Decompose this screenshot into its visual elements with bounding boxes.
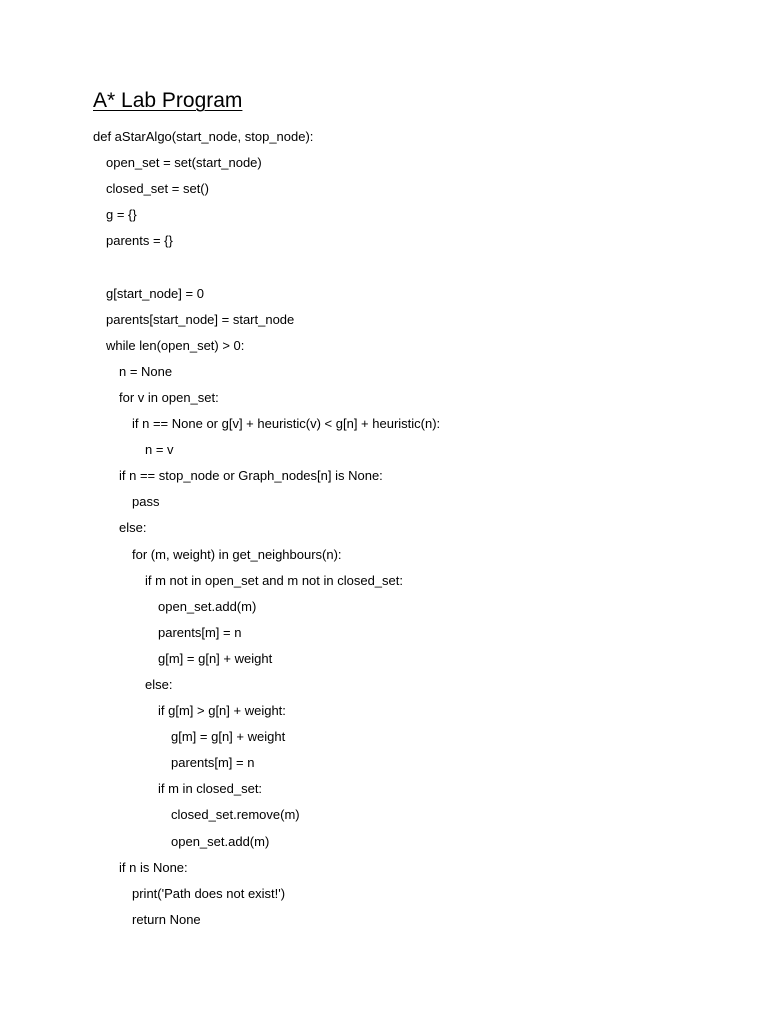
code-line: closed_set = set() (106, 181, 209, 197)
code-line: g[m] = g[n] + weight (171, 729, 286, 745)
code-line: if m not in open_set and m not in closed_set: (145, 572, 403, 588)
code-line: n = v (145, 442, 174, 458)
code-line: n = None (119, 363, 173, 379)
code-line: parents[m] = n (158, 624, 242, 640)
code-line: else: (119, 520, 147, 536)
code-line: open_set.add(m) (158, 598, 257, 614)
code-line: open_set = set(start_node) (106, 155, 262, 171)
code-line: open_set.add(m) (171, 833, 270, 849)
code-line: for v in open_set: (119, 389, 219, 405)
code-line: while len(open_set) > 0: (106, 337, 245, 353)
code-line: pass (132, 494, 160, 510)
code-line: parents[m] = n (171, 755, 255, 771)
code-line: g[m] = g[n] + weight (158, 650, 273, 666)
code-line: if g[m] > g[n] + weight: (158, 703, 286, 719)
code-line: parents[start_node] = start_node (106, 311, 295, 327)
code-line: parents = {} (106, 233, 173, 249)
code-line: if m in closed_set: (158, 781, 263, 797)
code-line: if n == None or g[v] + heuristic(v) < g[n] + heuristic(n): (132, 416, 441, 432)
code-line: if n is None: (119, 859, 188, 875)
code-line: if n == stop_node or Graph_nodes[n] is None: (119, 468, 383, 484)
blank-line (93, 254, 753, 280)
code-line: g[start_node] = 0 (106, 285, 204, 301)
code-line: else: (145, 676, 173, 692)
code-line: return None (132, 911, 201, 927)
code-line: for (m, weight) in get_neighbours(n): (132, 546, 342, 562)
code-line: print('Path does not exist!') (132, 885, 286, 901)
code-line: closed_set.remove(m) (171, 807, 300, 823)
code-block (93, 124, 753, 933)
code-line: g = {} (106, 207, 137, 223)
page-title: A* Lab Program (93, 89, 243, 112)
code-line: def aStarAlgo(start_node, stop_node): (93, 129, 314, 144)
